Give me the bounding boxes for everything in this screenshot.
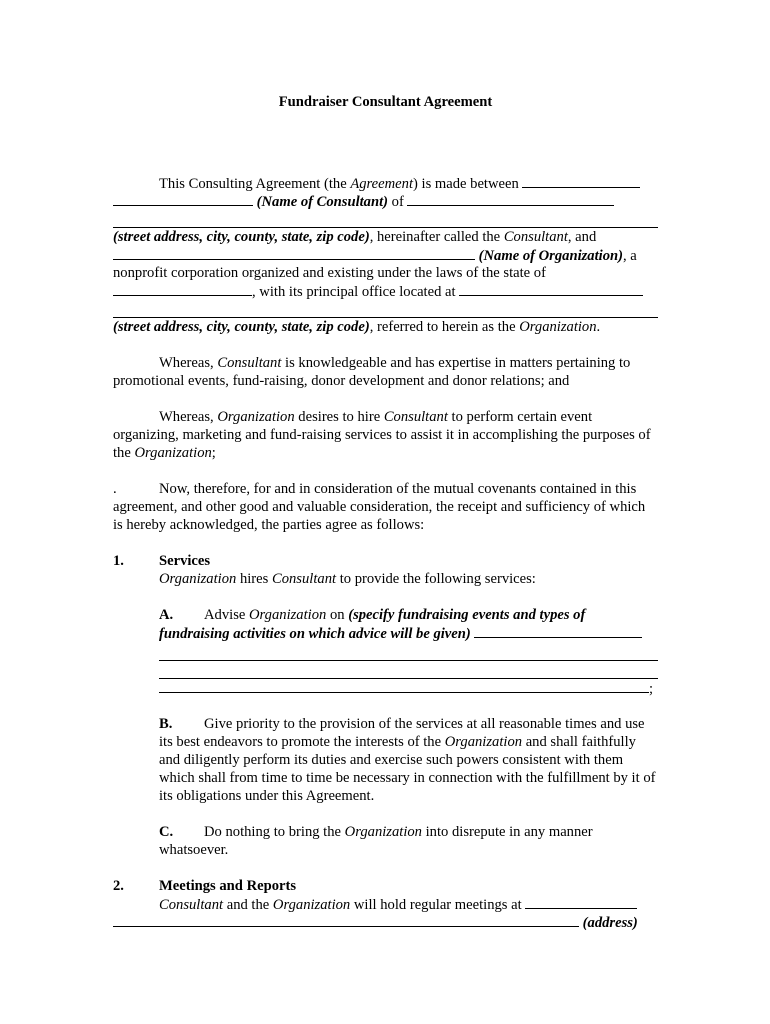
blank-line[interactable]	[474, 624, 642, 638]
section-text: and the	[223, 897, 273, 913]
clause-a	[159, 606, 658, 697]
blank-line[interactable]	[113, 282, 252, 296]
clause-letter: A.	[159, 607, 174, 623]
organization-term: Organization	[159, 571, 237, 587]
organization-term: Organization	[217, 409, 295, 425]
intro-text: , referred to herein as the	[369, 319, 520, 335]
blank-line[interactable]	[459, 282, 643, 296]
intro-text: nonprofit corporation organized and existing under the laws of the state of	[113, 265, 546, 281]
now-therefore-text: Now, therefore, for and in consideration of the mutual covenants contained in this agreement, and other good and valuable consideration, the receipt and sufficiency of which is hereby acknowledged, the parties agree as follows:	[113, 481, 646, 533]
now-therefore-paragraph	[113, 480, 658, 534]
intro-text: , a	[622, 248, 637, 264]
section-heading: Meetings and Reports	[159, 878, 297, 894]
intro-paragraph	[113, 174, 658, 336]
section-text: hires	[236, 571, 272, 587]
organization-term: Organization	[272, 897, 351, 913]
clause-letter: B.	[159, 716, 173, 732]
organization-name-placeholder: (Name of Organization)	[478, 248, 623, 264]
address-placeholder: (address)	[582, 915, 638, 931]
organization-term: Organization	[249, 607, 327, 623]
clause-c	[159, 823, 658, 859]
whereas-text: is knowledgeable and has expertise in matters pertaining to promotional events, fund-raising, donor development and donor relations; and	[113, 355, 631, 389]
organization-term: Organization	[344, 824, 422, 840]
blank-line[interactable]	[159, 679, 649, 693]
clause-text: and shall faithfully and diligently perform its duties and exercise such powers consistent with them which shall from time to time be necessary in connection with the fulfillment by it of its obligations under this Agreement.	[159, 734, 656, 804]
document-title: Fundraiser Consultant Agreement	[278, 94, 493, 110]
blank-line[interactable]	[113, 210, 658, 228]
blank-line[interactable]	[113, 246, 475, 260]
blank-line[interactable]	[113, 300, 658, 318]
section-number: 2.	[113, 878, 124, 894]
whereas-text: Whereas,	[159, 355, 218, 371]
intro-text: This Consulting Agreement (the	[159, 176, 351, 192]
whereas-paragraph-1	[113, 354, 658, 390]
consultant-name-placeholder: (Name of Consultant)	[256, 194, 389, 210]
clause-text: Give priority to the provision of the services at all reasonable times and use its best endeavors to promote the interests of the	[159, 716, 645, 750]
consultant-term: Consultant	[271, 571, 337, 587]
clause-letter: C.	[159, 824, 174, 840]
agreement-body	[113, 93, 658, 931]
whereas-text: to perform certain event organizing, marketing and fund-raising services to assist it in accomplishing the purposes of the	[113, 409, 651, 461]
agreement-term: Agreement	[350, 176, 413, 192]
consultant-term: Consultant	[159, 897, 224, 913]
whereas-text: ;	[211, 445, 216, 461]
whereas-text: Whereas,	[159, 409, 218, 425]
section-meetings	[113, 877, 658, 931]
clause-text: Do nothing to bring the	[204, 824, 345, 840]
blank-line[interactable]	[522, 174, 640, 188]
intro-text: of	[388, 194, 404, 210]
clause-text: on	[326, 607, 349, 623]
blank-line[interactable]	[525, 895, 637, 909]
whereas-text: desires to hire	[294, 409, 384, 425]
street-address-placeholder: (street address, city, county, state, zip code)	[113, 319, 370, 335]
services-spec-placeholder: (specify fundraising events and types of fundraising activities on which advice will be given)	[159, 607, 586, 642]
blank-line[interactable]	[407, 192, 614, 206]
intro-text: , and	[567, 229, 597, 245]
section-text: will hold regular meetings at	[350, 897, 522, 913]
clause-b	[159, 715, 658, 805]
section-number: 1.	[113, 553, 124, 569]
section-heading: Services	[159, 553, 211, 569]
intro-text: .	[596, 319, 601, 335]
intro-text: ) is made between	[413, 176, 519, 192]
section-text: to provide the following services:	[336, 571, 536, 587]
blank-line[interactable]	[113, 913, 579, 927]
blank-line[interactable]	[159, 661, 658, 679]
whereas-paragraph-2	[113, 408, 658, 462]
section-services	[113, 552, 658, 859]
stray-period: .	[113, 481, 117, 497]
organization-term: Organization	[519, 319, 597, 335]
clause-text: ;	[649, 681, 654, 697]
clause-text: Advise	[204, 607, 249, 623]
intro-text: , with its principal office located at	[252, 284, 456, 300]
blank-line[interactable]	[113, 192, 253, 206]
organization-term: Organization	[444, 734, 523, 750]
organization-term: Organization	[134, 445, 212, 461]
blank-line[interactable]	[159, 643, 658, 661]
consultant-term: Consultant	[383, 409, 448, 425]
clause-text: into disrepute in any manner whatsoever.	[159, 824, 593, 858]
consultant-term: Consultant	[503, 229, 568, 245]
street-address-placeholder: (street address, city, county, state, zip code)	[113, 229, 370, 245]
intro-text: , hereinafter called the	[369, 229, 504, 245]
consultant-term: Consultant	[217, 355, 282, 371]
